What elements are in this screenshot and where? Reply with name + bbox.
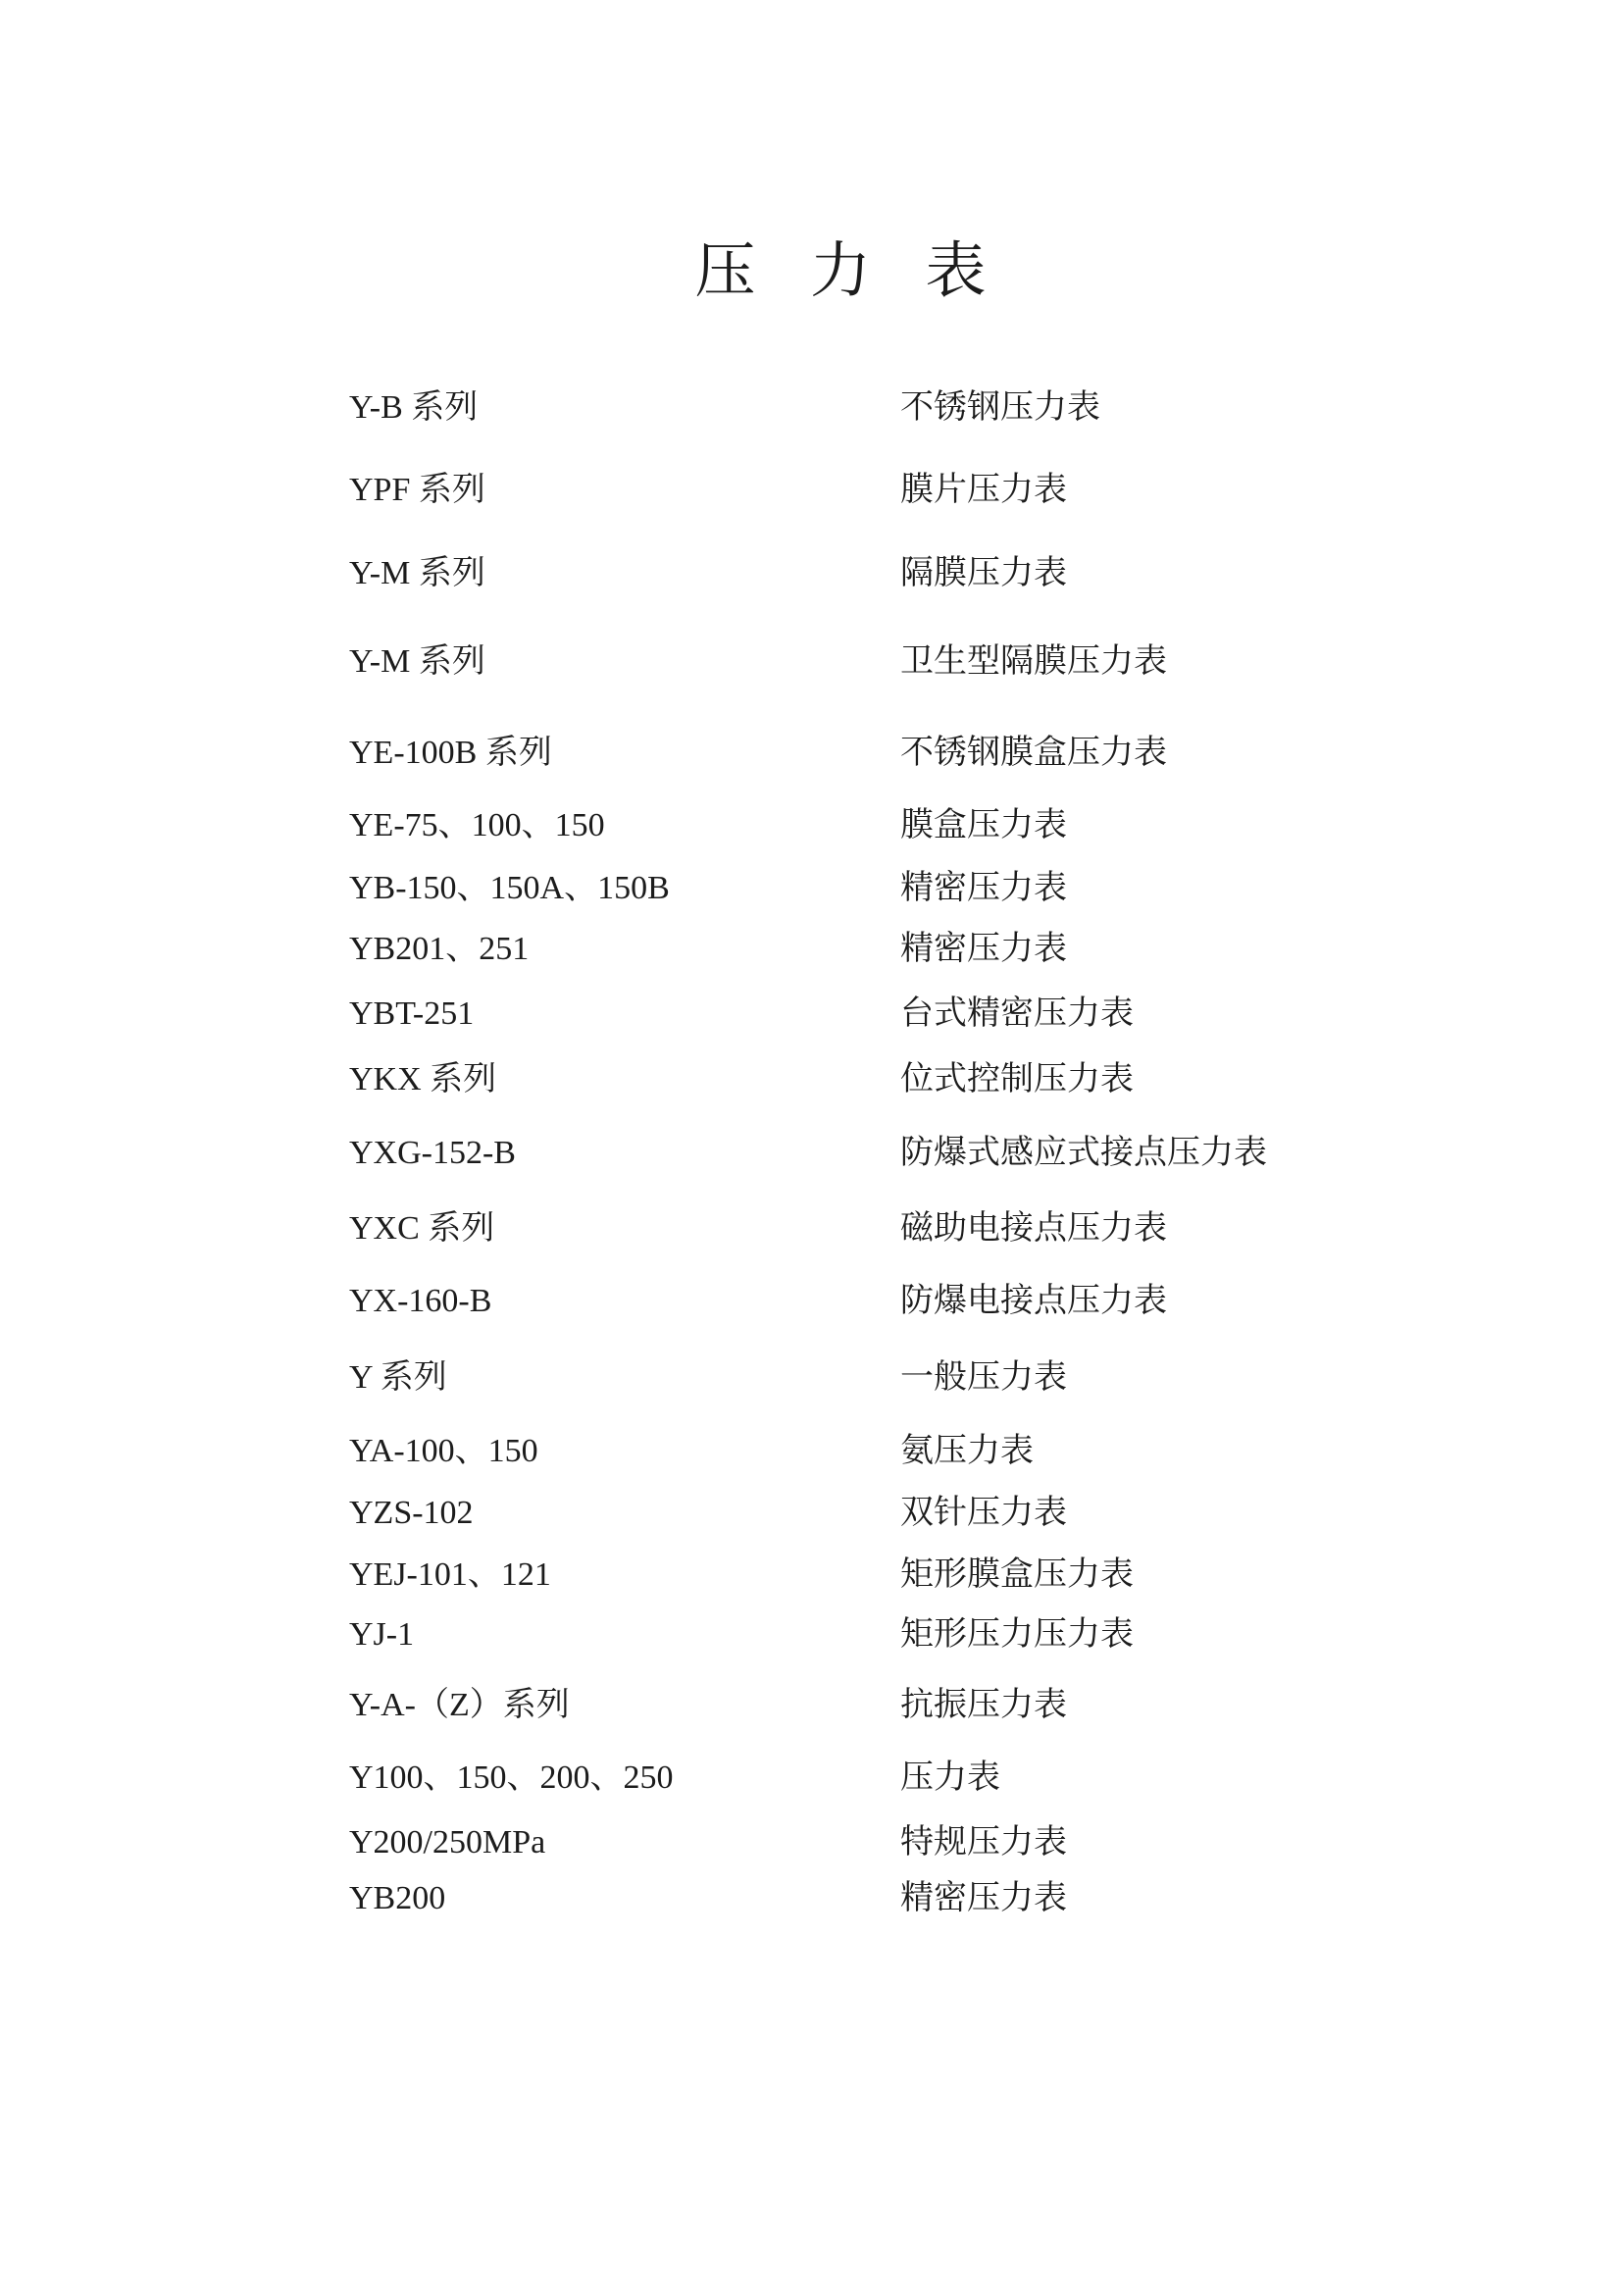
product-name: 矩形压力压力表 xyxy=(900,1616,1134,1653)
catalog-row xyxy=(349,471,1428,510)
product-name: 卫生型隔膜压力表 xyxy=(900,643,1167,680)
model-code: YE-75、100、150 xyxy=(349,807,605,843)
product-name: 精密压力表 xyxy=(900,1880,1067,1916)
catalog-row xyxy=(349,994,1428,1034)
catalog-row xyxy=(349,806,1428,845)
product-name: 一般压力表 xyxy=(900,1359,1067,1396)
model-code: Y-M 系列 xyxy=(349,555,485,591)
catalog-row xyxy=(349,1209,1428,1249)
catalog-row xyxy=(349,1282,1428,1321)
product-name: 精密压力表 xyxy=(900,870,1067,906)
catalog-row xyxy=(349,1060,1428,1099)
product-index-list xyxy=(349,0,1428,1918)
model-code: YB200 xyxy=(349,1880,446,1916)
model-code: YKX 系列 xyxy=(349,1061,497,1097)
model-code: YJ-1 xyxy=(349,1616,415,1653)
model-code: Y-M 系列 xyxy=(349,643,485,680)
product-name: 膜盒压力表 xyxy=(900,807,1067,843)
catalog-row xyxy=(349,554,1428,593)
model-code: YE-100B 系列 xyxy=(349,735,552,771)
product-name: 双针压力表 xyxy=(900,1495,1067,1531)
model-code: YX-160-B xyxy=(349,1283,492,1319)
product-name: 磁助电接点压力表 xyxy=(900,1210,1167,1247)
product-name: 台式精密压力表 xyxy=(900,995,1134,1032)
product-name: 防爆电接点压力表 xyxy=(900,1283,1167,1319)
catalog-row xyxy=(349,1879,1428,1918)
product-name: 位式控制压力表 xyxy=(900,1061,1134,1097)
model-code: YB-150、150A、150B xyxy=(349,870,670,906)
product-name: 膜片压力表 xyxy=(900,472,1067,508)
catalog-row xyxy=(349,1823,1428,1862)
product-name: 矩形膜盒压力表 xyxy=(900,1556,1134,1593)
catalog-row xyxy=(349,869,1428,908)
catalog-row xyxy=(349,1134,1428,1173)
model-code: Y-A-（Z）系列 xyxy=(349,1687,570,1723)
catalog-row xyxy=(349,1686,1428,1725)
catalog-row xyxy=(349,1358,1428,1398)
catalog-row xyxy=(349,642,1428,682)
model-code: YA-100、150 xyxy=(349,1433,538,1469)
catalog-row xyxy=(349,930,1428,969)
product-name: 精密压力表 xyxy=(900,931,1067,967)
catalog-row xyxy=(349,1494,1428,1533)
catalog-row xyxy=(349,1615,1428,1655)
catalog-row xyxy=(349,1759,1428,1798)
model-code: YEJ-101、121 xyxy=(349,1556,551,1593)
model-code: YZS-102 xyxy=(349,1495,474,1531)
page-title: 压 力 表 xyxy=(694,238,1006,305)
model-code: YXG-152-B xyxy=(349,1135,516,1171)
catalog-row xyxy=(349,388,1428,428)
catalog-row xyxy=(349,1432,1428,1471)
model-code: YBT-251 xyxy=(349,995,475,1032)
model-code: YXC 系列 xyxy=(349,1210,495,1247)
catalog-row xyxy=(349,1555,1428,1595)
product-name: 不锈钢膜盒压力表 xyxy=(900,735,1167,771)
product-name: 不锈钢压力表 xyxy=(900,389,1100,426)
catalog-row xyxy=(349,734,1428,773)
product-name: 特规压力表 xyxy=(900,1824,1067,1861)
model-code: YB201、251 xyxy=(349,931,530,967)
model-code: Y200/250MPa xyxy=(349,1824,546,1861)
model-code: Y 系列 xyxy=(349,1359,447,1396)
product-name: 压力表 xyxy=(900,1759,1000,1796)
product-name: 隔膜压力表 xyxy=(900,555,1067,591)
product-name: 抗振压力表 xyxy=(900,1687,1067,1723)
model-code: YPF 系列 xyxy=(349,472,485,508)
product-name: 防爆式感应式接点压力表 xyxy=(900,1135,1267,1171)
product-name: 氨压力表 xyxy=(900,1433,1034,1469)
model-code: Y-B 系列 xyxy=(349,389,479,426)
model-code: Y100、150、200、250 xyxy=(349,1759,674,1796)
